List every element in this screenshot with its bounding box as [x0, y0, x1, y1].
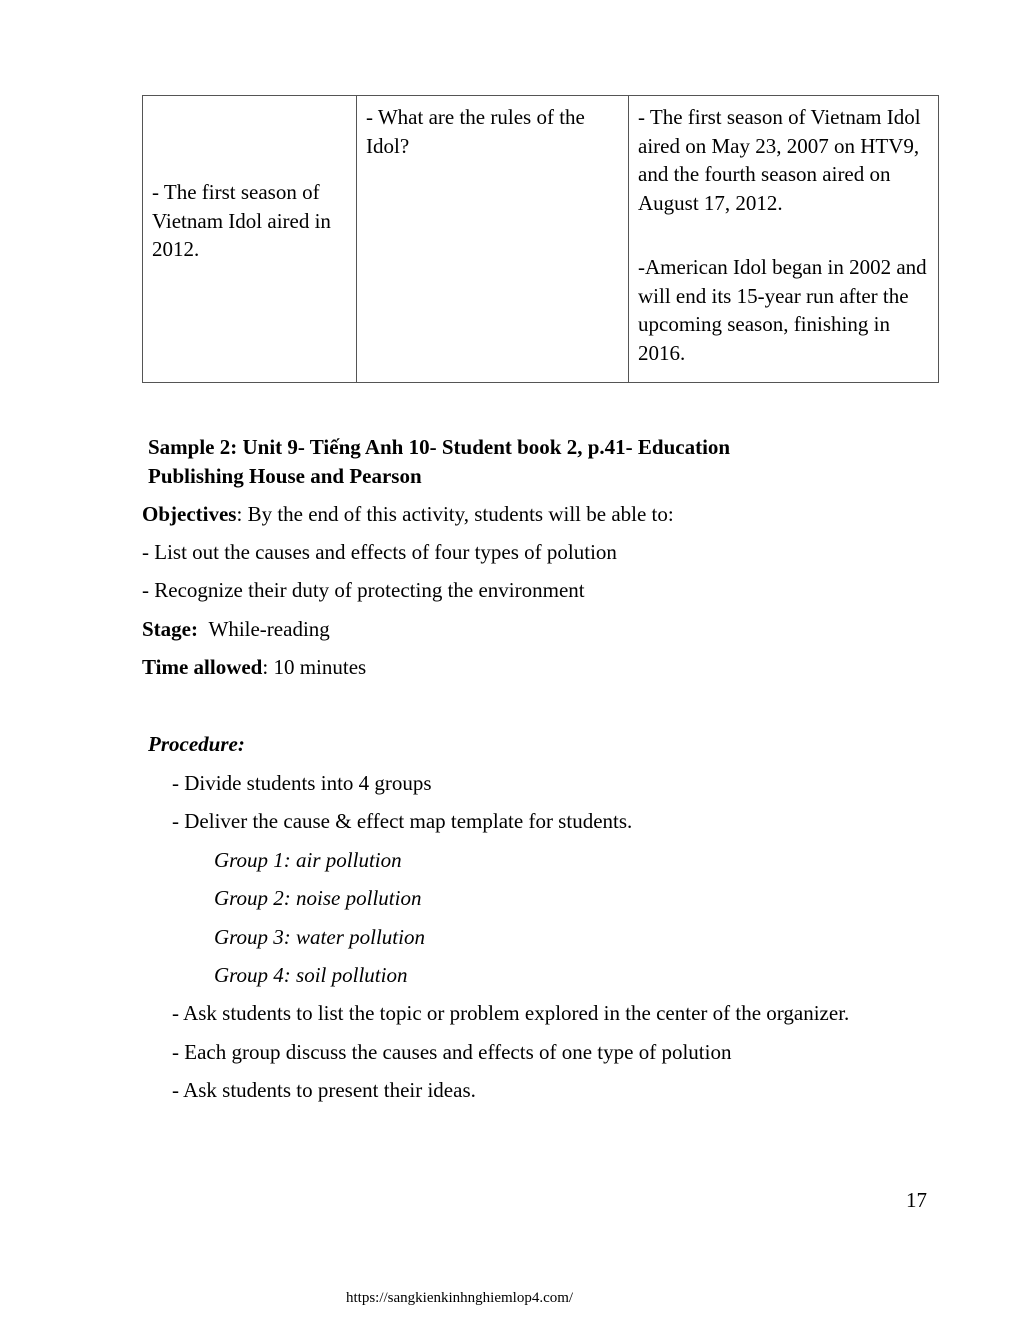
- cell-text: - The first season of Vietnam Idol aired on May 23, 2007 on HTV9, and the fourth season aired on August 17, 2012.: [638, 105, 921, 215]
- group-item: Group 2: noise pollution: [214, 886, 422, 910]
- table-cell-statement: [143, 96, 357, 383]
- footer-url[interactable]: https://sangkienkinhnghiemlop4.com/: [346, 1290, 574, 1306]
- group-item: Group 3: water pollution: [214, 925, 425, 949]
- procedure-step: - Ask students to present their ideas.: [172, 1078, 476, 1102]
- objective-item: - List out the causes and effects of four types of polution: [142, 540, 617, 564]
- time-label: Time allowed: [142, 655, 263, 679]
- procedure-heading: Procedure:: [148, 732, 245, 756]
- objective-item: - Recognize their duty of protecting the environment: [142, 578, 585, 602]
- cell-text: -American Idol began in 2002 and will end its 15-year run after the upcoming season, finishing in 2016.: [638, 255, 927, 365]
- table-row: [143, 96, 939, 383]
- sample-title-line: Sample 2: Unit 9- Tiếng Anh 10- Student book 2, p.41- Education: [148, 435, 731, 459]
- objectives-label: Objectives: [142, 502, 237, 526]
- cell-text: - The first season of Vietnam Idol aired in 2012.: [152, 180, 331, 261]
- table-cell-question: [357, 96, 629, 383]
- cell-text: - What are the rules of the Idol?: [366, 105, 585, 158]
- group-item: Group 1: air pollution: [214, 848, 402, 872]
- stage-value: While-reading: [208, 617, 330, 641]
- page-number: 17: [906, 1188, 927, 1212]
- sample-title-line: Publishing House and Pearson: [148, 464, 422, 488]
- comparison-table: [142, 95, 939, 383]
- stage-line: [142, 615, 330, 643]
- time-line: [142, 653, 366, 681]
- group-item: Group 4: soil pollution: [214, 963, 408, 987]
- procedure-step: - Divide students into 4 groups: [172, 771, 432, 795]
- procedure-step: - Each group discuss the causes and effects of one type of polution: [172, 1040, 732, 1064]
- table-cell-facts: [629, 96, 939, 383]
- procedure-step: - Deliver the cause & effect map template for students.: [172, 809, 633, 833]
- sample-title: [148, 433, 848, 491]
- objectives-line: [142, 500, 674, 528]
- stage-label: Stage:: [142, 617, 198, 641]
- procedure-step: - Ask students to list the topic or problem explored in the center of the organizer.: [172, 1001, 850, 1025]
- objectives-text: : By the end of this activity, students will be able to:: [236, 502, 674, 526]
- time-value: : 10 minutes: [262, 655, 367, 679]
